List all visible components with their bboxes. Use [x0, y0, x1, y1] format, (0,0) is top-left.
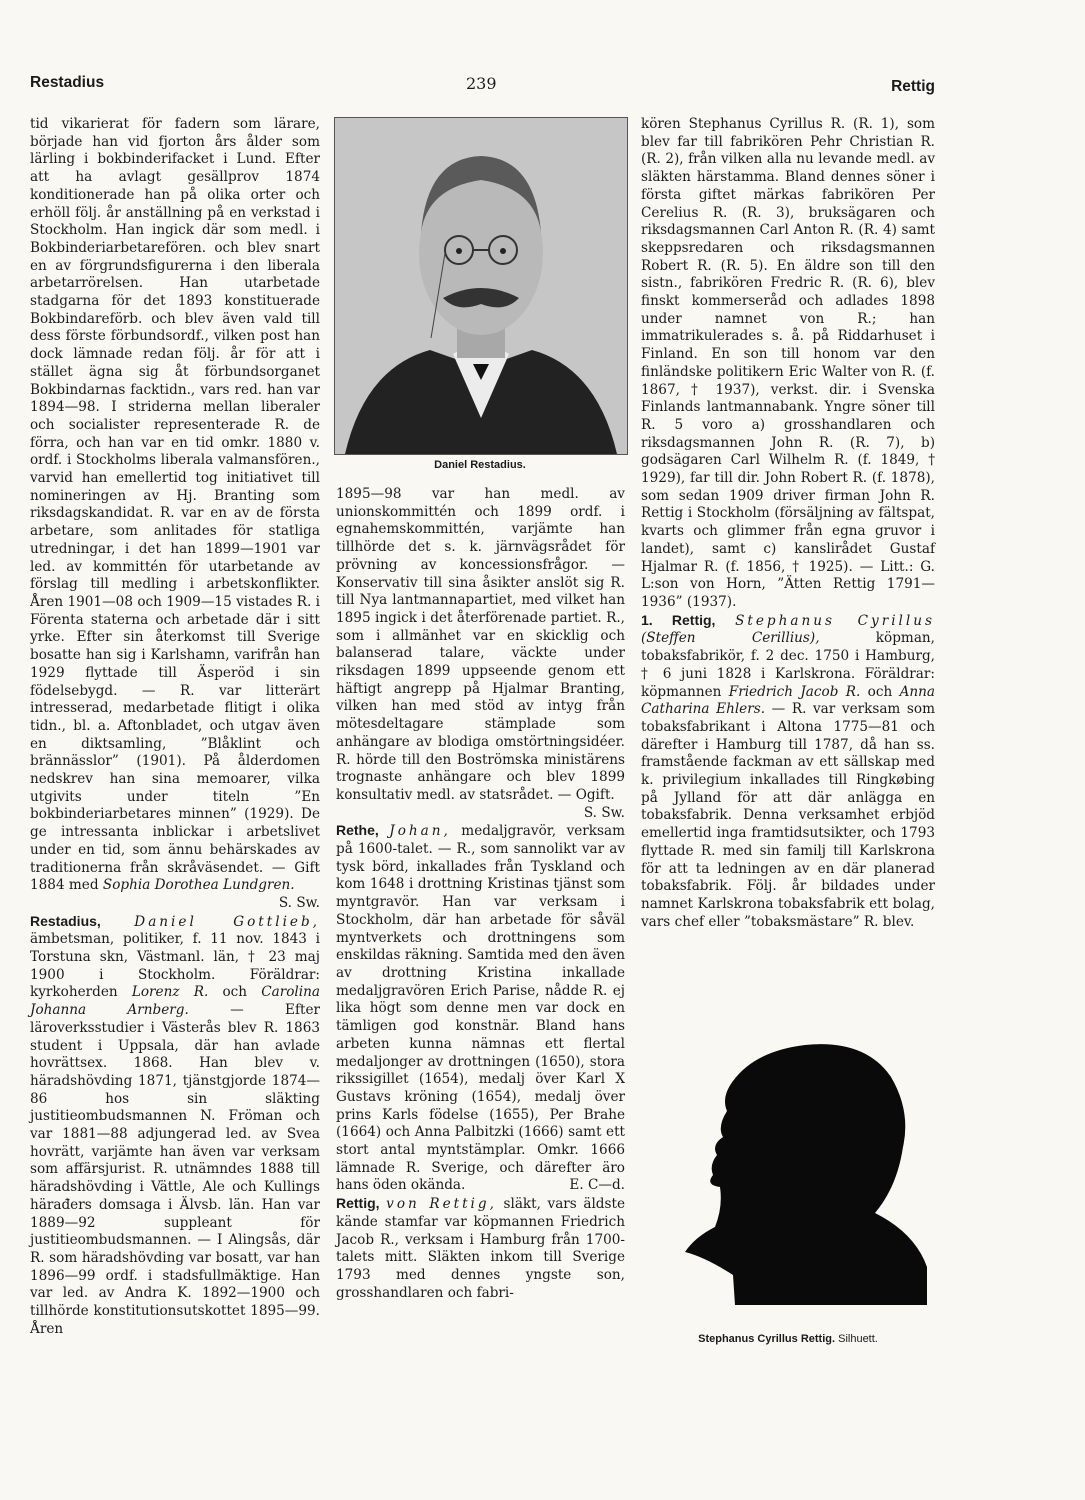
body-text: kören Stephanus Cyrillus R. (R. 1), som blev far till fabrikören Pehr Christian R. (R. 2), från vilken alla nu levande medl. av släkten härstamma. Bland dennes söner i första giftet märkas fabrikören Per Cerelius R. (R. 3), bruksägaren och riksdagsmannen Carl Anton R. (R. 4) samt skeppsredaren och riksdagsmannen Robert R. (R. 5). En äldre son till den sistn., fabrikören Fredric R. (R. 6), blev finskt kommerseråd och adlades 1898 under namnet von R.; han immatrikulerades s. å. på Riddarhuset i Finland. En son till honom var den finländske politikern Eric Walter von R. (f. 1867, † 1937), verkst. dir. i Svenska Finlands lantmannabank. Yngre söner till R. 5 voro a) grosshandlaren och riksdagsmannen John R. (R. 7), b) godsägaren Carl Wilhelm R. (f. 1849, † 1929), far till dir. John Robert R. (f. 1878), som sedan 1909 driver firman John R. Rettig i Stockholm (försäljning av fältspat, kvarts och glimmer från egna gruvor i landet), samt c) kanslirådet Gustaf Hjalmar R. (f. 1856, † 1925). — Litt.: G. L:son von Horn, ”Ätten Rettig 1791—1936” (1937).: [641, 116, 935, 610]
body-text: medaljgravör, verksam på 1600-talet. — R., som sannolikt var av tysk börd, inkallades från Tyskland och kom 1648 i drottning Kristinas tjänst som myntgravör. Han var verksam i Stockholm, där han arbetade för såväl myntverkets och drottningens som enskildas räkning. Samtida med den även av drottning Kristina inkallade medaljgravören Erich Parise, nådde R. ej lika högt som denne men var dock en tämligen god konstnär. Bland hans arbeten kunna nämnas ett flertal medaljonger av drottningen (1650), stora rikssigillet (1654), medalj över Karl X Gustavs kröning (1654), medalj över prins Karls födelse (1655), Per Brahe (1664) och Anna Palbitzki (1666) samt ett stort antal myntstämplar. Omkr. 1666 lämnade R. Sverige, och därefter äro hans öden okända.: [336, 823, 625, 1194]
paragraph: [30, 116, 320, 911]
entry-name: Stephanus Cyrillus: [735, 612, 935, 629]
entry-rethe-johan: [336, 822, 625, 1195]
silhouette-caption: [641, 1333, 935, 1345]
body-text: och: [860, 683, 900, 700]
father-name: Lorenz R.: [131, 984, 209, 1001]
author-signature: E. C—d.: [569, 1177, 625, 1194]
column-3: [641, 116, 935, 931]
entry-rettig-stephanus: [641, 612, 935, 932]
body-text: — Efter läroverksstudier i Västerås blev R. 1863 student i Uppsala, där han avlade hovrättsex. 1868. Han blev v. häradshövding 1871, tjänstgjorde 1874—86 hos sin släkting justitieombudsmannen N. Fröman och var 1881—88 adjungerad led. av Svea hovrätt, varjämte han även var verksam som affärsjurist. R. utnämndes 1888 till häradshövding i Vättle, Ale och Kullings härađers domsaga i Älvsb. län. Han var 1889—92 suppleant för justitieombudsmannen. — I Alingsås, där R. som häradshövding var bosatt, var han 1896—99 ordf. i stadsfullmäktige. Han var led. av Andra K. 1892—1900 och tillhörde konstitutionsutskottet 1895—99. Åren: [30, 1002, 320, 1337]
paragraph: [336, 486, 625, 821]
entry-headword: Restadius,: [30, 912, 101, 929]
body-text: — R. var verksam som tobaksfabrikant i Altona 1775—81 och därefter i Hamburg till 1787, då han ss. framstående fackman av ett sällskap med k. privilegium inkallades till Ringkøbing på Jylland för att där anlägga en tobaksfabrik. Denna verksamhet erbjöd emellertid inga framtidsutsikter, och 1793 flyttade R. med sin familj till Karlskrona för att ta ledningen av en där planerad tobaksfabrik. Följ. år bildades under namnet Karlskrona tobaksfabrik ett bolag, vars chef eller ”tobaksmästare” R. blev.: [641, 701, 935, 930]
mother-name: Carolina Johanna Arnberg.: [30, 984, 320, 1019]
silhouette-caption-name: Stephanus Cyrillus Rettig.: [698, 1333, 836, 1345]
header-left-keyword: Restadius: [30, 74, 105, 91]
entry-restadius-daniel: [30, 913, 320, 1339]
spouse-name: Sophia Dorothea Lundgren.: [102, 877, 295, 894]
body-text: ämbetsman, politiker, f. 11 nov. 1843 i Torstuna skn, Västmanl. län, † 23 maj 1900 i Stockholm. Föräldrar: kyrkoherden: [30, 931, 320, 1001]
body-text: släkt, vars äldste kände stamfar var köpmannen Friedrich Jacob R., verksam i Hamburg från 1700-talets mitt. Släkten inkom till Sverige 1793 med dennes yngste son, grosshandlaren och fabri-: [336, 1196, 625, 1301]
body-text: 1895—98 var han medl. av unionskommittén och 1899 ordf. i egnahemskommittén, varjämte han tillhörde det s. k. järnvägsrådet för prövning av koncessionsfrågor. — Konservativ till sina åsikter anslöt sig R. till Nya lantmannapartiet, med vilket han 1895 ingick i det återförenade partiet. R., som i allmänhet var en skicklig och balanserad talare, väckte under riksdagen 1899 uppseende genom ett häftigt angrepp på Hjalmar Branting, vilken han med stöd av intyg från mötesdeltagare stämplade som anhängare av blodiga omstörtningsidéer. R. hörde till den Boströmska ministärens trognaste anhängare och blev 1899 konsultativ medl. av statsrådet. — Ogift.: [336, 486, 625, 803]
paragraph: [641, 116, 935, 612]
entry-name: Johan,: [389, 823, 451, 840]
entry-rettig-family: [336, 1195, 625, 1302]
page-header: [30, 74, 935, 98]
column-2: [336, 486, 625, 1302]
body-text: tid vikarierat för fadern som lärare, började han vid fjorton års ålder som lärling i bokbinderifacket i Lund. Efter att ha avlagt gesällprov 1874 konditionerade han på olika orter och erhöll följ. år anställning på en verkstad i Stockholm. Han ingick där som medl. i Bokbinderiarbetarefören. och blev snart en av förgrundsfigurerna i den liberala arbetarrörelsen. Han utarbetade stadgarna för det 1893 konstituerade Bokbindareförb. och blev även vald till dess förste förbundsordf., vilken post han dock lämnade redan följ. år för att i stället ägna sig åt förbundsorganet Bokbindarnas facktidn., vars red. han var 1894—98. I striderna mellan liberaler och socialister representerade R. de förra, och han var en tid omkr. 1880 v. ordf. i Stockholms liberala valmansfören., varvid han emellertid tog initiativet till nomineringen av Hj. Branting som riksdagskandidat. R. var en av de första arbetare, som anlitades för statliga utredningar, i det han 1899—1901 var led. av kommittén för utarbetande av förslag till medling i arbetskonflikter. Åren 1901—08 och 1909—15 vistades R. i Förenta staterna och arbetade där i sitt yrke. Efter sin återkomst till Sverige bosatte han sig i Karlshamn, varifrån han 1929 flyttade till Äsperöd i sin födelsebygd. — R. var litterärt intresserad, medarbetade flitigt i olika tidn., bl. a. Aftonbladet, och utgav även en diktsamling, ”Blåklint och brännässlor” (1901). På ålderdomen nedskrev han sina memoarer, vilka utgivits under titeln ”En bokbinderiarbetares minnen” (1929). De ge intressanta inblickar i arbetslivet under en tid, som ännu behärskades av traditionerna från skråväsendet. — Gift 1884 med: [30, 116, 320, 894]
entry-alias: (Steffen Cerillius),: [641, 630, 820, 647]
author-signature: S. Sw.: [583, 804, 625, 821]
column-1: [30, 116, 320, 1339]
portrait-photo: [334, 117, 628, 455]
silhouette-image: [665, 1037, 927, 1305]
entry-headword: Rettig,: [336, 1195, 380, 1212]
author-signature: S. Sw.: [278, 894, 320, 911]
entry-headword: Rethe,: [336, 822, 379, 839]
entry-name: Daniel Gottlieb,: [134, 913, 320, 930]
body-text: köpman, tobaksfabrikör, f. 2 dec. 1750 i Hamburg, † 6 juni 1828 i Karlskrona. Föräldrar: köpmannen: [641, 630, 935, 700]
body-text: och: [208, 984, 262, 1001]
entry-headword: 1. Rettig,: [641, 611, 716, 628]
silhouette-caption-type: Silhuett.: [838, 1333, 878, 1345]
mother-name: Anna Catharina Ehlers.: [641, 683, 936, 718]
page-number: 239: [466, 74, 497, 93]
portrait-caption: Daniel Restadius.: [434, 459, 526, 471]
header-right-keyword: Rettig: [891, 78, 935, 95]
father-name: Friedrich Jacob R.: [728, 683, 861, 700]
entry-name: von Rettig,: [386, 1196, 497, 1213]
